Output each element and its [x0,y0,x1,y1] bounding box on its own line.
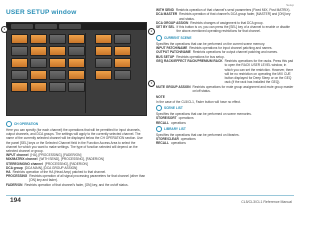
screenshot-button [49,70,66,80]
screenshot-button [95,46,112,56]
section-title: LIBRARY LIST [164,126,186,131]
list-item: RECALL operations [156,141,186,146]
note-label: NOTE [156,95,165,100]
right-column [156,8,295,146]
list-item: DCA group [DCA MAIN], [DCA GROUP ASSIGN] [6,165,78,170]
screenshot-tab-bar [7,23,146,30]
section-title: SCENE LIST [164,105,183,110]
list-item: DCA GROUP ASSIGN Restricts changes of assignment to that DCA group. [156,20,264,25]
list-item: RECALL operations [156,120,186,125]
screenshot-button [49,82,66,92]
screenshot-button [95,58,112,68]
screenshot-button [68,34,85,44]
callout-marker: 1 [1,26,8,33]
screenshot-button [114,58,131,68]
list-item: SET BY SEL If this button is on, you can press the [SEL] key of a channel to enable or disable the above-mentioned operating restrictions for that channel. [156,25,290,34]
screenshot-button [11,46,28,56]
list-item: WITH SEND Restricts operation of that channel's send parameters (Fixed MIX, Post MATRIX). [156,8,291,12]
footer-rule [6,195,294,196]
screenshot-button [30,70,47,80]
screenshot-button [30,34,47,44]
screenshot-button [68,46,85,56]
screenshot-button-grid [11,34,143,112]
section-number-icon [156,105,162,111]
callout-marker: 2 [148,28,155,35]
section-heading [156,35,295,41]
document-title: CL5/CL3/CL1 Reference Manual [241,200,292,204]
screenshot-button [68,70,85,80]
screenshot-button [11,70,28,80]
user-setup-screenshot [6,22,147,116]
left-column [6,120,147,187]
screenshot-button [49,46,66,56]
screenshot-button [68,58,85,68]
list-item: STORE/CLEAR operations [156,137,196,142]
screenshot-button [68,82,85,92]
section-body: Here you can specify (for each channel) the operations that will be permitted for input channels, output channels, and DCA groups. The settings will apply to the currently selected channel. The name of the currently selected channel will be displayed below the CH OPERATION section. Use the panel [SEL] keys or the Selected Channel field in the Function Access Area to select the channel for which you want to make settings. The type of function selected will depend on the selected channel or group. [6,128,143,154]
page-title: USER SETUP window [6,9,77,16]
list-item: INPUT channel [HA], [PROCESSING], [FADER/ON] [6,153,82,158]
screenshot-button [30,58,47,68]
section-heading [156,105,295,111]
section-number-icon [156,35,162,41]
page-number: 194 [10,197,21,204]
screenshot-button [30,46,47,56]
section-heading [156,126,295,132]
screenshot-button [114,34,131,44]
screenshot-button [11,34,28,44]
list-item: OUTPUT PATCH/NAME Restricts operations for output channel patching and names. [156,50,278,55]
screenshot-button [114,70,131,80]
list-item: BUS SETUP Restricts operations for bus setup. [156,54,225,59]
screenshot-tab [59,24,81,29]
list-item: GEQ RACK/EFFECT RACK/PREMIUM RACK Restricts operations for the racks. Press this pad to open the RACK USER LEVEL window, in which you can set the restriction. However, there will be no restriction on operating the MIX CUE button displayed for Deep Sleep or on the GEQ rack (if the rack has installed the GEQ). [156,58,294,85]
list-item: PROCESSING Restricts operation of all signal processing parameters for that channel (other than [ON] key and fader). [6,174,146,183]
list-item: STORE/SORT operations [156,116,194,121]
list-item: STEREO/MONO channel [PROCESSING], [FADER/ON] [6,161,88,166]
list-item: FADER/ON Restricts operation of that channel's fader, [ON] key, and the on/off status. [6,182,129,187]
callout-marker: 3 [148,80,155,87]
list-item: DCA MASTER Restricts operation of that channel's DCA group fader, [MASTER] and [ON] key and status. [156,12,291,21]
screenshot-tab [35,24,57,29]
section-body: Specifies the operations that can be performed on the current scene memory. [156,41,266,46]
running-head: Setup [286,3,294,7]
section-heading [6,121,147,127]
screenshot-button [11,82,28,92]
section-body: Specifies the operations that can be performed on scene memories. [156,111,252,116]
section-body: Specifies the operations that can be performed on libraries. [156,132,240,137]
section-number-icon [156,126,162,132]
screenshot-button [95,70,112,80]
screenshot-button [95,34,112,44]
list-item: HA Restricts operation of the HA (Head Amp) patched to that channel. [6,170,106,175]
screenshot-button [114,46,131,56]
list-item: INPUT PATCH/NAME Restricts operations for input channel patching and names. [156,46,273,51]
list-item: MUTE GROUP ASSIGN Restricts operations for mute group assignment and mute group master on/off status. [156,84,294,94]
note-text: In the case of the CL5/CL1, Fader button will have no effect. [156,99,241,104]
screenshot-tab [11,24,33,29]
section-number-icon [6,121,12,127]
screenshot-button [11,58,28,68]
screenshot-button [30,82,47,92]
screenshot-button [49,58,66,68]
screenshot-button [49,34,66,44]
list-item: MIX/MATRIX channel [WITH SEND], [PROCESSING], [FADER/ON] [6,157,104,162]
section-title: CURRENT SCENE [164,35,192,40]
section-title: CH OPERATION [14,121,39,126]
screenshot-divider [85,33,86,113]
